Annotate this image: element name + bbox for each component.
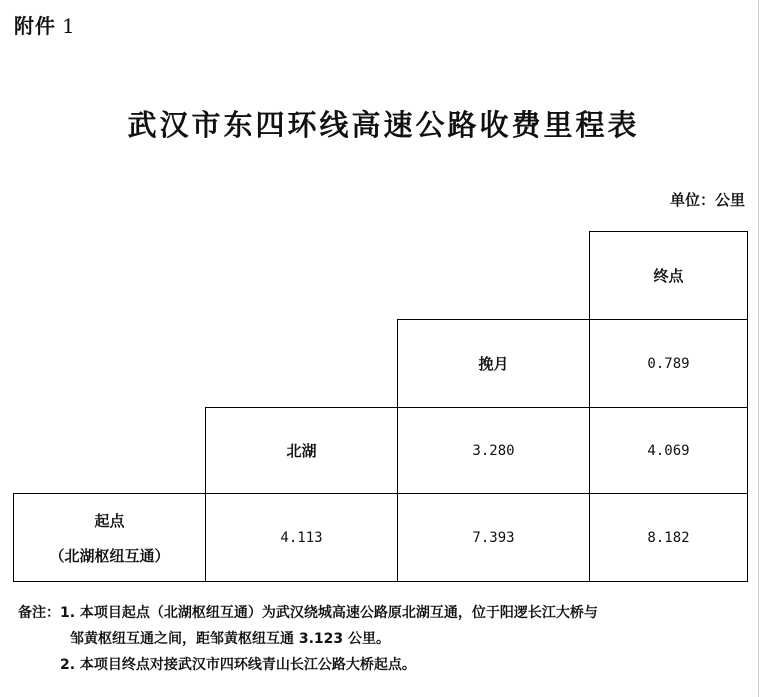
end-label: 终点 — [653, 267, 684, 285]
start-to-wanyue-value: 7.393 — [472, 529, 515, 546]
table-header-beihu — [205, 407, 398, 494]
beihu-label: 北湖 — [286, 442, 317, 460]
wanyue-label: 挽月 — [478, 355, 509, 373]
table-cell-start-end — [589, 493, 748, 582]
attachment-label — [14, 10, 76, 39]
table-cell-beihu-end — [589, 407, 748, 494]
notes-section — [18, 600, 598, 678]
beihu-to-wanyue-value: 3.280 — [472, 442, 515, 459]
table-cell-beihu-wanyue — [397, 407, 590, 494]
table-header-end — [589, 231, 748, 320]
wanyue-to-end-value: 0.789 — [647, 355, 690, 372]
attachment-number: 1 — [62, 14, 76, 38]
note-line-3: 2. 本项目终点对接武汉市四环线青山长江公路大桥起点。 — [60, 657, 416, 673]
table-header-wanyue — [397, 319, 590, 408]
table-header-start — [13, 493, 206, 582]
beihu-to-end-value: 4.069 — [647, 442, 690, 459]
start-to-end-value: 8.182 — [647, 529, 690, 546]
unit-label: 单位：公里 — [669, 191, 745, 209]
table-cell-start-wanyue — [397, 493, 590, 582]
page-title: 武汉市东四环线高速公路收费里程表 — [127, 108, 640, 142]
table-cell-wanyue-end — [589, 319, 748, 408]
attachment-text: 附件 — [14, 14, 56, 38]
start-to-beihu-value: 4.113 — [280, 529, 323, 546]
start-sub-label: （北湖枢纽互通） — [49, 546, 170, 565]
note-line-2: 邹黄枢纽互通之间，距邹黄枢纽互通 3.123 公里。 — [70, 631, 391, 647]
note-line-1: 备注：1. 本项目起点（北湖枢纽互通）为武汉绕城高速公路原北湖互通，位于阳逻长江大桥与 — [18, 605, 598, 621]
start-label: 起点 — [94, 511, 125, 530]
table-cell-start-beihu — [205, 493, 398, 582]
